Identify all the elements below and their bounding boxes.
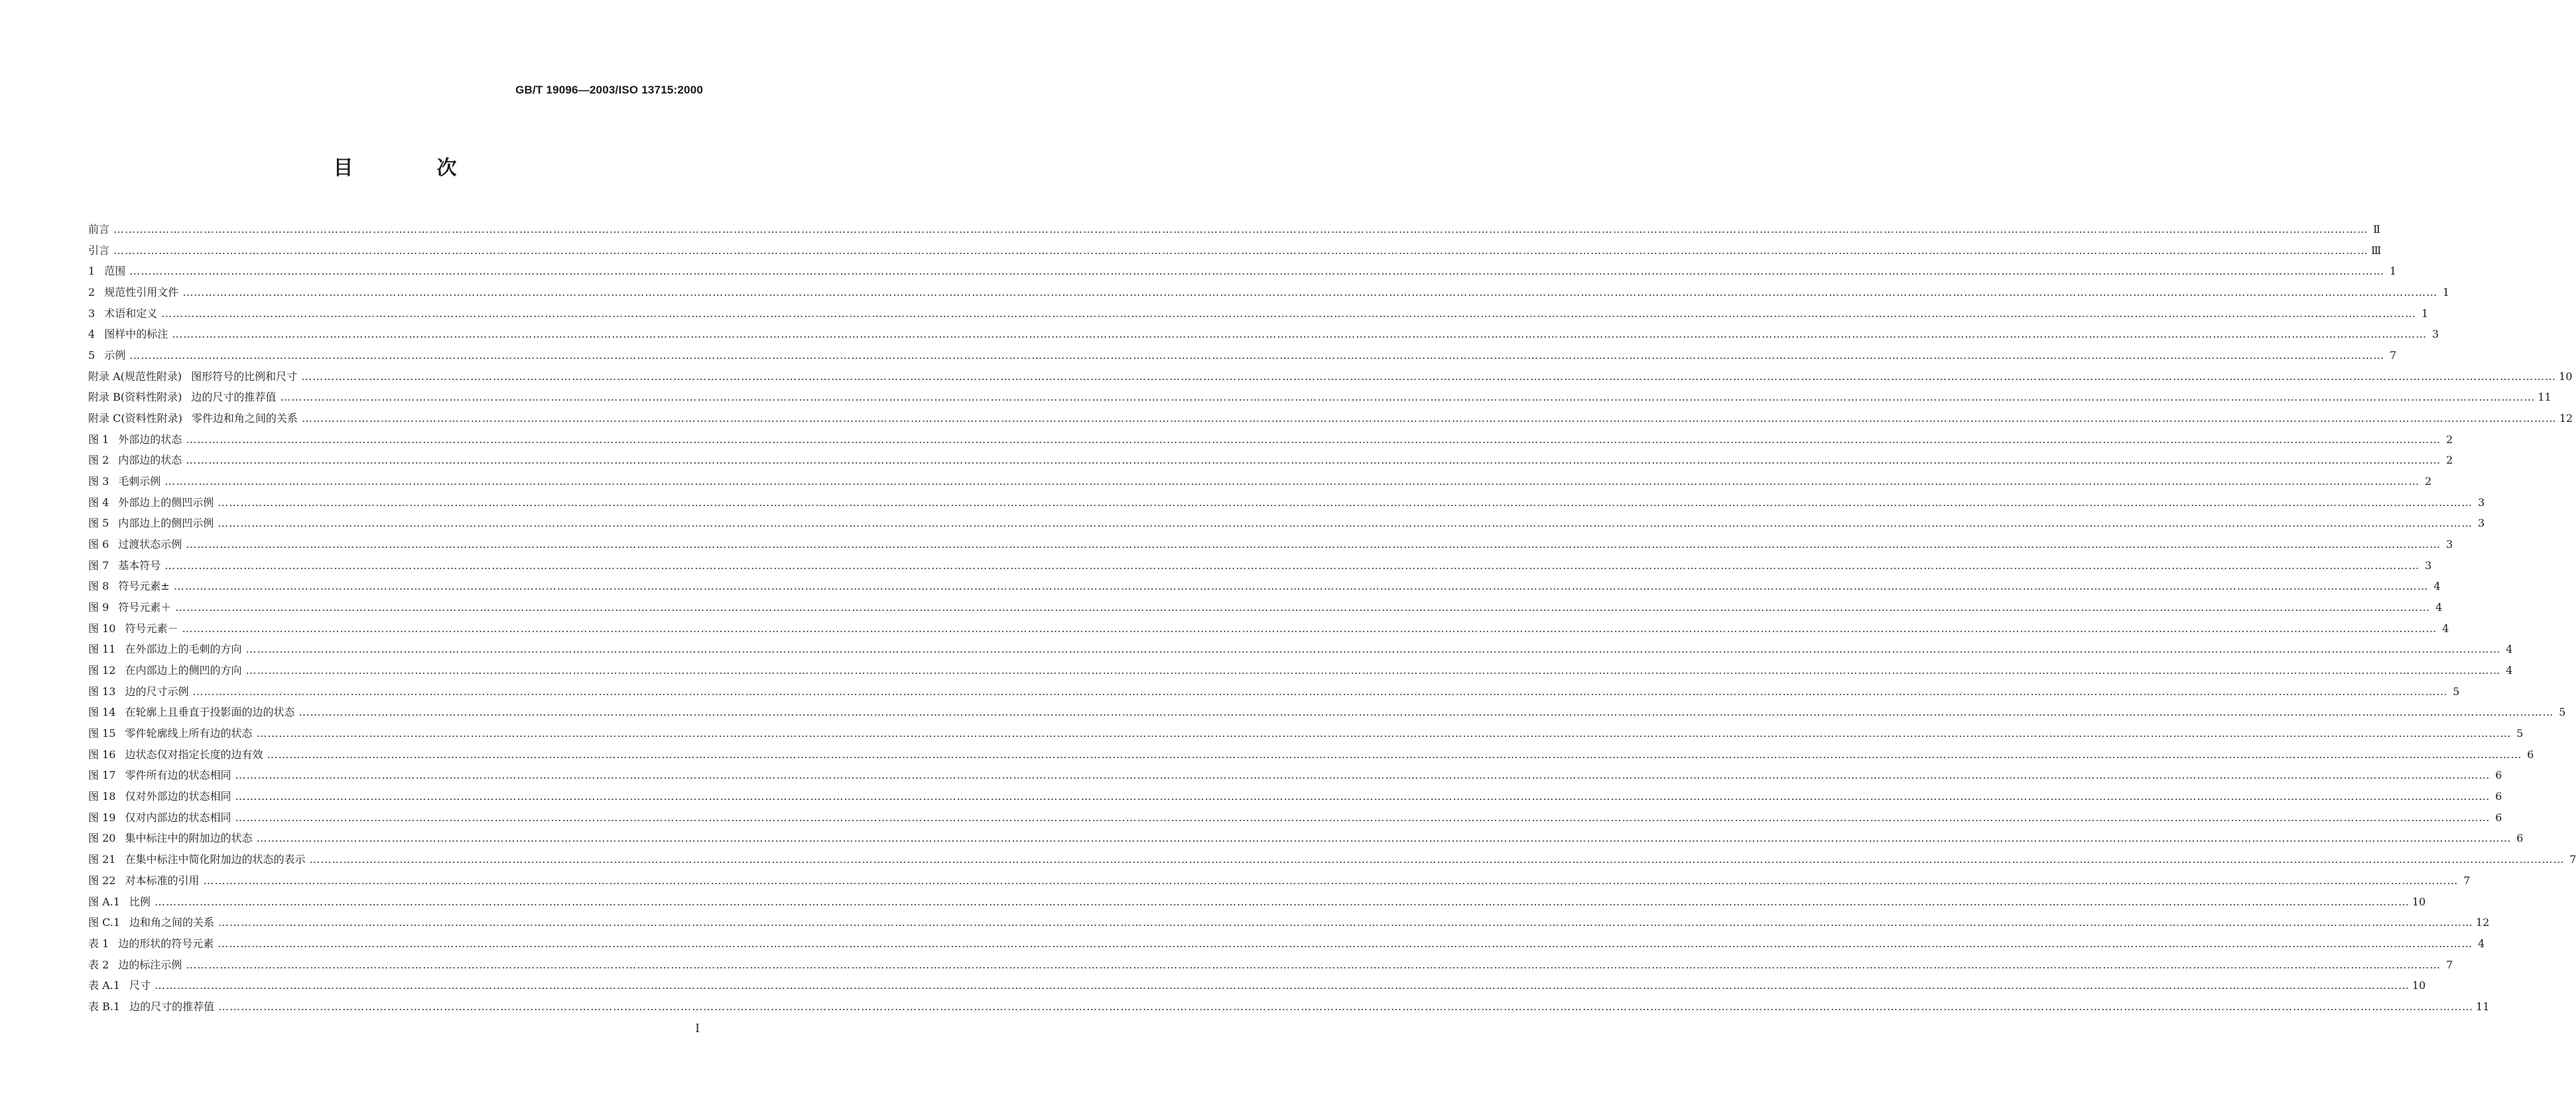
- toc-entry-number: 图 20: [88, 832, 116, 845]
- toc-entry-page: 6: [2516, 832, 2524, 845]
- toc-entry-number: 表 1: [88, 937, 109, 950]
- toc-entry[interactable]: [88, 492, 2485, 513]
- toc-leader-dots: ……………………………………………………………………………………………………………………………………………………………………………………………………………………………………………………………………………………………………………………………………………………………………………………………………………………………………………………………………………………………………………………………………………………: [129, 349, 2385, 362]
- toc-entry-label: 零件所有边的状态相同: [125, 769, 231, 782]
- toc-entry-label: 内部边的状态: [118, 454, 182, 467]
- toc-entry-page: 7: [2569, 853, 2576, 866]
- toc-entry-label: 引言: [88, 243, 110, 257]
- toc-entry[interactable]: [88, 366, 2573, 387]
- toc-leader-dots: ……………………………………………………………………………………………………………………………………………………………………………………………………………………………………………………………………………………………………………………………………………………………………………………………………………………………………………………………………………………………………………………………………………………: [186, 432, 2441, 446]
- toc-entry-number: 图 22: [88, 874, 116, 887]
- toc-entry[interactable]: [88, 618, 2449, 639]
- toc-entry[interactable]: [88, 555, 2432, 576]
- toc-entry[interactable]: [88, 807, 2502, 828]
- toc-leader-dots: ……………………………………………………………………………………………………………………………………………………………………………………………………………………………………………………………………………………………………………………………………………………………………………………………………………………………………………………………………………………………………………………………………………………: [280, 391, 2536, 404]
- toc-entry-label: 过渡状态示例: [118, 538, 182, 551]
- toc-leader-dots: ……………………………………………………………………………………………………………………………………………………………………………………………………………………………………………………………………………………………………………………………………………………………………………………………………………………………………………………………………………………………………………………………………………………: [154, 895, 2410, 908]
- toc-entry-label: 边的标注示例: [118, 958, 182, 971]
- toc-entry-label: 尺寸: [129, 979, 151, 992]
- toc-entry[interactable]: [88, 576, 2441, 597]
- toc-entry-number: 附录 B(资料性附录): [88, 391, 182, 404]
- toc-entry-label: 示例: [104, 349, 126, 362]
- toc-entry-page: 1: [2421, 306, 2429, 320]
- toc-entry-page: 3: [2425, 558, 2432, 572]
- toc-entry[interactable]: [88, 408, 2573, 429]
- toc-entry-number: 图 4: [88, 495, 109, 509]
- toc-entry-number: 图 A.1: [88, 895, 120, 908]
- toc-entry-label: 符号元素－: [125, 622, 178, 635]
- toc-entry-page: 5: [2516, 727, 2524, 740]
- toc-entry-label: 边的尺寸的推荐值: [129, 1000, 215, 1013]
- toc-entry-number: 图 C.1: [88, 916, 121, 929]
- toc-entry[interactable]: [88, 597, 2443, 618]
- toc-leader-dots: ……………………………………………………………………………………………………………………………………………………………………………………………………………………………………………………………………………………………………………………………………………………………………………………………………………………………………………………………………………………………………………………………………………………: [173, 580, 2429, 593]
- toc-leader-dots: ……………………………………………………………………………………………………………………………………………………………………………………………………………………………………………………………………………………………………………………………………………………………………………………………………………………………………………………………………………………………………………………………………………………: [164, 475, 2420, 488]
- toc-entry-number: 图 16: [88, 748, 116, 761]
- toc-leader-dots: ……………………………………………………………………………………………………………………………………………………………………………………………………………………………………………………………………………………………………………………………………………………………………………………………………………………………………………………………………………………………………………………………………………………: [301, 412, 2557, 425]
- toc-entry-page: Ⅲ: [2371, 243, 2382, 257]
- toc-entry-label: 仅对外部边的状态相同: [125, 790, 231, 803]
- toc-entry-number: 图 3: [88, 475, 109, 488]
- toc-entry-label: 在外部边上的毛刺的方向: [125, 643, 242, 656]
- toc-entry-label: 毛刺示例: [118, 475, 161, 488]
- toc-entry-number: 3: [88, 306, 96, 320]
- toc-entry-number: 2: [88, 286, 96, 299]
- toc-entry[interactable]: [88, 660, 2513, 681]
- toc-entry-label: 术语和定义: [104, 306, 158, 320]
- toc-entry-label: 外部边的状态: [118, 432, 182, 446]
- toc-entry-label: 规范性引用文件: [104, 286, 179, 299]
- toc-entry-page: 2: [2425, 475, 2432, 488]
- standard-code: GB/T 19096—2003/ISO 13715:2000: [515, 84, 703, 96]
- toc-entry[interactable]: [88, 912, 2490, 933]
- toc-leader-dots: ……………………………………………………………………………………………………………………………………………………………………………………………………………………………………………………………………………………………………………………………………………………………………………………………………………………………………………………………………………………………………………………………………………………: [235, 769, 2490, 782]
- toc-entry[interactable]: [88, 240, 2382, 261]
- toc-entry[interactable]: [88, 303, 2429, 324]
- toc-entry-label: 边的尺寸示例: [125, 685, 189, 698]
- toc-entry-page: Ⅱ: [2373, 223, 2381, 235]
- toc-entry-number: 图 10: [88, 622, 116, 635]
- toc-entry-number: 图 9: [88, 601, 109, 614]
- toc-entry-number: 图 13: [88, 685, 116, 698]
- toc-entry-page: 1: [2390, 265, 2397, 278]
- toc-leader-dots: ……………………………………………………………………………………………………………………………………………………………………………………………………………………………………………………………………………………………………………………………………………………………………………………………………………………………………………………………………………………………………………………………………………………: [186, 538, 2441, 551]
- toc-entry[interactable]: [88, 429, 2453, 450]
- toc-entry-label: 图形符号的比例和尺寸: [191, 369, 298, 383]
- toc-entry[interactable]: [88, 723, 2524, 744]
- toc-entry-label: 边的形状的符号元素: [118, 937, 214, 950]
- toc-leader-dots: ……………………………………………………………………………………………………………………………………………………………………………………………………………………………………………………………………………………………………………………………………………………………………………………………………………………………………………………………………………………………………………………………………………………: [192, 685, 2448, 698]
- toc-entry-label: 符号元素＋: [118, 601, 172, 614]
- toc-entry-label: 基本符号: [118, 558, 161, 572]
- toc-entry-number: 5: [88, 349, 96, 362]
- toc-entry[interactable]: [88, 513, 2485, 534]
- toc-entry-label: 在内部边上的侧凹的方向: [125, 664, 242, 677]
- toc-leader-dots: ……………………………………………………………………………………………………………………………………………………………………………………………………………………………………………………………………………………………………………………………………………………………………………………………………………………………………………………………………………………………………………………………………………………: [218, 937, 2473, 950]
- toc-entry-label: 边的尺寸的推荐值: [191, 391, 277, 404]
- toc-entry-number: 4: [88, 328, 96, 341]
- toc-entry-label: 集中标注中的附加边的状态: [125, 832, 253, 845]
- toc-entry-number: 图 7: [88, 558, 109, 572]
- toc-leader-dots: ……………………………………………………………………………………………………………………………………………………………………………………………………………………………………………………………………………………………………………………………………………………………………………………………………………………………………………………………………………………………………………………………………………………: [175, 601, 2431, 614]
- toc-entry-page: 4: [2506, 643, 2513, 656]
- toc-entry-page: 10: [2412, 979, 2426, 992]
- toc-entry-page: 7: [2446, 958, 2453, 971]
- toc-entry[interactable]: [88, 870, 2471, 891]
- toc-entry-label: 图样中的标注: [104, 328, 168, 341]
- toc-leader-dots: ……………………………………………………………………………………………………………………………………………………………………………………………………………………………………………………………………………………………………………………………………………………………………………………………………………………………………………………………………………………………………………………………………………………: [129, 265, 2385, 278]
- toc-entry[interactable]: [88, 996, 2490, 1018]
- toc-leader-dots: ……………………………………………………………………………………………………………………………………………………………………………………………………………………………………………………………………………………………………………………………………………………………………………………………………………………………………………………………………………………………………………………………………………………: [161, 306, 2417, 320]
- toc-entry-page: 5: [2559, 706, 2566, 719]
- toc-entry[interactable]: [88, 324, 2439, 345]
- toc-leader-dots: ……………………………………………………………………………………………………………………………………………………………………………………………………………………………………………………………………………………………………………………………………………………………………………………………………………………………………………………………………………………………………………………………………………………: [113, 223, 2369, 235]
- toc-entry-number: 图 18: [88, 790, 116, 803]
- toc-leader-dots: ……………………………………………………………………………………………………………………………………………………………………………………………………………………………………………………………………………………………………………………………………………………………………………………………………………………………………………………………………………………………………………………………………………………: [298, 706, 2554, 719]
- toc-entry-number: 图 19: [88, 811, 116, 824]
- toc-entry[interactable]: [88, 387, 2551, 408]
- toc-entry-label: 边和角之间的关系: [129, 916, 215, 929]
- toc-entry-page: 6: [2495, 811, 2502, 824]
- toc-leader-dots: ……………………………………………………………………………………………………………………………………………………………………………………………………………………………………………………………………………………………………………………………………………………………………………………………………………………………………………………………………………………………………………………………………………………: [172, 328, 2427, 341]
- toc-entry-page: 7: [2390, 349, 2397, 362]
- toc-entry-number: 附录 A(规范性附录): [88, 369, 182, 383]
- toc-entry-label: 零件轮廓线上所有边的状态: [125, 727, 253, 740]
- toc-entry-number: 表 B.1: [88, 1000, 121, 1013]
- toc-entry[interactable]: [88, 933, 2485, 954]
- toc-entry[interactable]: [88, 639, 2513, 660]
- toc-entry-number: 附录 C(资料性附录): [88, 412, 182, 425]
- toc-entry-number: 图 17: [88, 769, 116, 782]
- toc-entry-label: 对本标准的引用: [125, 874, 200, 887]
- toc-leader-dots: ……………………………………………………………………………………………………………………………………………………………………………………………………………………………………………………………………………………………………………………………………………………………………………………………………………………………………………………………………………………………………………………………………………………: [186, 454, 2441, 467]
- toc-entry-page: 3: [2446, 538, 2453, 551]
- toc-entry-label: 比例: [129, 895, 151, 908]
- toc-leader-dots: ……………………………………………………………………………………………………………………………………………………………………………………………………………………………………………………………………………………………………………………………………………………………………………………………………………………………………………………………………………………………………………………………………………………: [245, 643, 2501, 656]
- toc-leader-dots: ……………………………………………………………………………………………………………………………………………………………………………………………………………………………………………………………………………………………………………………………………………………………………………………………………………………………………………………………………………………………………………………………………………………: [164, 558, 2420, 572]
- toc-leader-dots: ……………………………………………………………………………………………………………………………………………………………………………………………………………………………………………………………………………………………………………………………………………………………………………………………………………………………………………………………………………………………………………………………………………………: [113, 243, 2369, 257]
- toc-entry-page: 4: [2442, 622, 2449, 635]
- toc-entry-label: 前言: [88, 223, 110, 235]
- toc-entry-page: 7: [2463, 874, 2471, 887]
- toc-entry-number: 图 6: [88, 538, 109, 551]
- toc-entry[interactable]: [88, 954, 2453, 976]
- toc-entry-number: 表 2: [88, 958, 109, 971]
- toc-entry-label: 在轮廓上且垂直于投影面的边的状态: [125, 706, 295, 719]
- toc-entry-number: 图 12: [88, 664, 116, 677]
- toc-leader-dots: ……………………………………………………………………………………………………………………………………………………………………………………………………………………………………………………………………………………………………………………………………………………………………………………………………………………………………………………………………………………………………………………………………………………: [154, 979, 2410, 992]
- toc-entry-page: 12: [2559, 412, 2573, 425]
- toc-entry[interactable]: [88, 975, 2426, 996]
- toc-entry-number: 图 11: [88, 643, 116, 656]
- toc-entry-label: 范围: [104, 265, 126, 278]
- toc-entry-label: 仅对内部边的状态相同: [125, 811, 231, 824]
- toc-leader-dots: ……………………………………………………………………………………………………………………………………………………………………………………………………………………………………………………………………………………………………………………………………………………………………………………………………………………………………………………………………………………………………………………………………………………: [309, 853, 2565, 866]
- toc-entry[interactable]: [88, 702, 2566, 723]
- table-of-contents: [88, 219, 2576, 1018]
- toc-entry[interactable]: [88, 681, 2460, 702]
- toc-entry-number: 图 21: [88, 853, 116, 866]
- toc-leader-dots: ……………………………………………………………………………………………………………………………………………………………………………………………………………………………………………………………………………………………………………………………………………………………………………………………………………………………………………………………………………………………………………………………………………………: [182, 286, 2438, 299]
- toc-entry-number: 图 15: [88, 727, 116, 740]
- toc-entry-number: 图 2: [88, 454, 109, 467]
- toc-leader-dots: ……………………………………………………………………………………………………………………………………………………………………………………………………………………………………………………………………………………………………………………………………………………………………………………………………………………………………………………………………………………………………………………………………………………: [256, 727, 2512, 740]
- toc-entry-label: 在集中标注中简化附加边的状态的表示: [125, 853, 306, 866]
- toc-entry-label: 符号元素±: [118, 580, 170, 593]
- toc-entry-number: 表 A.1: [88, 979, 120, 992]
- toc-leader-dots: ……………………………………………………………………………………………………………………………………………………………………………………………………………………………………………………………………………………………………………………………………………………………………………………………………………………………………………………………………………………………………………………………………………………: [218, 916, 2474, 929]
- toc-entry[interactable]: [88, 219, 2381, 240]
- toc-entry-page: 3: [2478, 495, 2485, 509]
- toc-entry-page: 2: [2446, 454, 2453, 467]
- toc-entry-page: 4: [2506, 664, 2513, 677]
- toc-entry-page: 4: [2478, 937, 2485, 950]
- toc-entry[interactable]: [88, 261, 2397, 282]
- toc-leader-dots: ……………………………………………………………………………………………………………………………………………………………………………………………………………………………………………………………………………………………………………………………………………………………………………………………………………………………………………………………………………………………………………………………………………………: [218, 495, 2473, 509]
- toc-leader-dots: ……………………………………………………………………………………………………………………………………………………………………………………………………………………………………………………………………………………………………………………………………………………………………………………………………………………………………………………………………………………………………………………………………………………: [218, 1000, 2474, 1013]
- toc-entry-label: 外部边上的侧凹示例: [118, 495, 214, 509]
- toc-entry[interactable]: [88, 891, 2426, 913]
- page-number: I: [695, 1022, 700, 1035]
- toc-entry-page: 11: [2476, 1000, 2490, 1013]
- toc-leader-dots: ……………………………………………………………………………………………………………………………………………………………………………………………………………………………………………………………………………………………………………………………………………………………………………………………………………………………………………………………………………………………………………………………………………………: [267, 748, 2522, 761]
- toc-leader-dots: ……………………………………………………………………………………………………………………………………………………………………………………………………………………………………………………………………………………………………………………………………………………………………………………………………………………………………………………………………………………………………………………………………………………: [256, 832, 2512, 845]
- toc-leader-dots: ……………………………………………………………………………………………………………………………………………………………………………………………………………………………………………………………………………………………………………………………………………………………………………………………………………………………………………………………………………………………………………………………………………………: [235, 811, 2490, 824]
- toc-entry-number: 图 8: [88, 580, 109, 593]
- toc-leader-dots: ……………………………………………………………………………………………………………………………………………………………………………………………………………………………………………………………………………………………………………………………………………………………………………………………………………………………………………………………………………………………………………………………………………………: [186, 958, 2441, 971]
- toc-entry-page: 3: [2432, 328, 2439, 341]
- toc-entry[interactable]: [88, 744, 2534, 765]
- toc-entry[interactable]: [88, 849, 2576, 870]
- toc-entry-page: 11: [2538, 391, 2551, 404]
- toc-leader-dots: ……………………………………………………………………………………………………………………………………………………………………………………………………………………………………………………………………………………………………………………………………………………………………………………………………………………………………………………………………………………………………………………………………………………: [245, 664, 2501, 677]
- toc-entry-page: 6: [2495, 769, 2502, 782]
- toc-entry-page: 10: [2559, 369, 2573, 383]
- toc-entry-page: 1: [2443, 286, 2450, 299]
- toc-entry-page: 4: [2435, 601, 2443, 614]
- toc-entry-number: 图 5: [88, 517, 109, 530]
- toc-leader-dots: ……………………………………………………………………………………………………………………………………………………………………………………………………………………………………………………………………………………………………………………………………………………………………………………………………………………………………………………………………………………………………………………………………………………: [218, 517, 2473, 530]
- toc-leader-dots: ……………………………………………………………………………………………………………………………………………………………………………………………………………………………………………………………………………………………………………………………………………………………………………………………………………………………………………………………………………………………………………………………………………………: [235, 790, 2490, 803]
- toc-entry[interactable]: [88, 765, 2502, 786]
- toc-entry-number: 图 1: [88, 432, 109, 446]
- page-title: 目 次: [333, 157, 489, 180]
- toc-entry[interactable]: [88, 282, 2450, 303]
- toc-entry-label: 内部边上的侧凹示例: [118, 517, 214, 530]
- toc-entry-number: 图 14: [88, 706, 116, 719]
- toc-leader-dots: ……………………………………………………………………………………………………………………………………………………………………………………………………………………………………………………………………………………………………………………………………………………………………………………………………………………………………………………………………………………………………………………………………………………: [182, 622, 2437, 635]
- toc-entry[interactable]: [88, 471, 2432, 492]
- toc-entry-page: 5: [2453, 685, 2460, 698]
- toc-entry[interactable]: [88, 828, 2524, 849]
- toc-entry-label: 边状态仅对指定长度的边有效: [125, 748, 263, 761]
- toc-entry-page: 3: [2478, 517, 2485, 530]
- toc-entry[interactable]: [88, 786, 2502, 807]
- toc-entry-label: 零件边和角之间的关系: [191, 412, 298, 425]
- toc-entry-page: 2: [2446, 432, 2453, 446]
- toc-entry-page: 6: [2527, 748, 2534, 761]
- toc-entry-page: 10: [2412, 895, 2426, 908]
- toc-leader-dots: ……………………………………………………………………………………………………………………………………………………………………………………………………………………………………………………………………………………………………………………………………………………………………………………………………………………………………………………………………………………………………………………………………………………: [203, 874, 2459, 887]
- toc-entry[interactable]: [88, 534, 2453, 555]
- toc-entry-page: 4: [2433, 580, 2441, 593]
- toc-leader-dots: ……………………………………………………………………………………………………………………………………………………………………………………………………………………………………………………………………………………………………………………………………………………………………………………………………………………………………………………………………………………………………………………………………………………: [301, 369, 2557, 383]
- toc-entry-number: 1: [88, 265, 96, 278]
- toc-entry[interactable]: [88, 450, 2453, 471]
- toc-entry-page: 12: [2476, 916, 2490, 929]
- toc-entry-page: 6: [2495, 790, 2502, 803]
- toc-entry[interactable]: [88, 345, 2397, 366]
